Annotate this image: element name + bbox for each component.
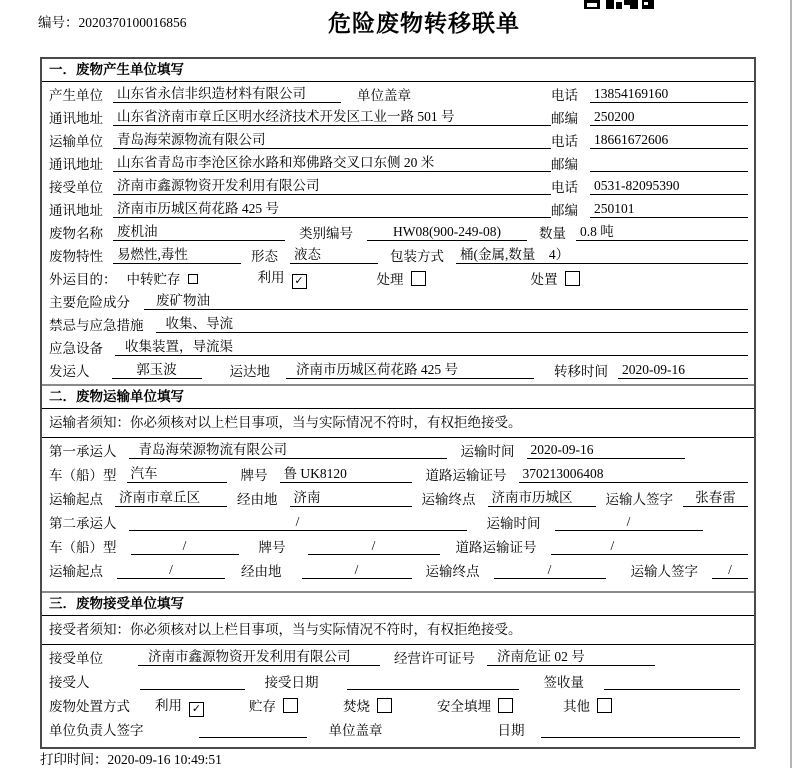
terminus-value: 济南市历城区 [488,489,596,507]
phone-label: 电话 [551,87,578,103]
waste-name-value: 废机油 [113,223,285,241]
checkbox-checked-icon: ✓ [189,702,204,717]
address-label: 通讯地址 [49,156,103,172]
print-time-value: 2020-09-16 10:49:51 [107,752,222,767]
transport-time-label: 运输时间 [460,444,515,459]
option-label: 其他 [563,699,590,714]
postcode-value [590,154,748,172]
postcode-label: 邮编 [551,202,578,218]
business-permit-label: 经营许可证号 [394,651,475,666]
serial-number-line [38,11,187,31]
form-state-value: 液态 [290,246,378,264]
purpose-label: 外运目的： [49,271,117,287]
purpose-option-utilize [258,266,307,289]
checkbox-icon [377,698,392,713]
row-emergency-measures [42,312,754,335]
section-producer-title: 一．废物产生单位填写 [42,59,754,82]
plate-number-value: 鲁 UK8120 [280,465,412,483]
page-right-edge [790,0,792,768]
acceptor-label: 接受人 [49,675,90,690]
section-transporter-title: 二．废物运输单位填写 [42,386,754,409]
category-code-value: HW08(900-249-08) [367,223,527,241]
via-label: 经由地 [237,492,278,507]
receiver-notice: 接受者须知：你必须核对以上栏目事项，当与实际情况不符时，有权拒绝接受。 [42,616,754,645]
transport-time-value: 2020-09-16 [527,441,685,459]
emergency-equipment-value: 收集装置，导流渠 [115,338,748,356]
terminus-label: 运输终点 [421,492,476,507]
row-route-1 [42,486,754,510]
manager-signature-value [199,720,307,738]
first-carrier-value: 青岛海荣源物流有限公司 [129,441,447,459]
serial-value: 2020370100016856 [78,15,187,30]
vehicle-type-label: 车（船）型 [49,540,117,555]
emergency-measures-label: 禁忌与应急措施 [49,317,144,333]
transporter-notice: 运输者须知：你必须核对以上栏目事项，当与实际情况不符时，有权拒绝接受。 [42,409,754,438]
destination-label: 运达地 [229,363,270,379]
date-label: 日期 [497,723,525,738]
transporter-value: 青岛海荣源物流有限公司 [113,131,551,149]
phone-value: 18661672606 [590,131,748,149]
postcode-value: 250200 [590,108,748,126]
checkbox-icon [498,698,513,713]
via-value: / [302,561,412,579]
consignor-label: 发运人 [49,363,90,379]
qr-code-icon [584,0,654,9]
disposal-option-landfill [437,695,513,715]
plate-number-value: / [308,537,440,555]
disposal-method-label: 废物处置方式 [49,699,130,714]
second-carrier-label: 第二承运人 [49,516,117,531]
row-manager-signature [42,717,754,741]
checkbox-icon [411,271,426,286]
row-vehicle-type-2 [42,534,754,558]
checkbox-icon [283,698,298,713]
accept-date-value [347,672,519,690]
road-permit-label: 道路运输证号 [455,540,537,555]
unit-seal-label: 单位盖章 [328,723,383,738]
checkbox-icon [188,274,198,284]
manager-signature-label: 单位负责人签字 [49,723,144,738]
section-receiver-title: 三．废物接受单位填写 [42,593,754,616]
row-waste-characteristics [42,243,754,266]
option-label: 贮存 [249,699,276,714]
destination-value: 济南市历城区荷花路 425 号 [286,361,534,379]
section-receiver [42,591,754,747]
disposal-option-other [563,695,612,715]
purpose-option-transfer-storage [127,268,198,288]
consignor-value: 郭玉波 [112,361,202,379]
row-receiver-address [42,197,754,220]
option-label: 处理 [376,271,404,287]
row-consignor [42,358,754,381]
option-label: 安全填埋 [437,699,491,714]
serial-label: 编号： [38,15,79,30]
row-transfer-purpose [42,266,754,289]
origin-value: / [117,561,225,579]
producer-label: 产生单位 [49,87,103,103]
address-label: 通讯地址 [49,110,103,126]
waste-name-label: 废物名称 [49,225,103,241]
business-permit-value: 济南危证 02 号 [487,648,655,666]
row-producer-unit [42,82,754,105]
road-permit-label: 道路运输证号 [425,468,507,483]
postcode-label: 邮编 [551,110,578,126]
row-hazard-components [42,289,754,312]
road-permit-value: / [551,537,749,555]
emergency-equipment-label: 应急设备 [49,340,103,356]
characteristics-label: 废物特性 [49,248,103,264]
carrier-signature-value: 张春雷 [683,489,748,507]
option-label: 处置 [530,271,558,287]
row-first-carrier [42,438,754,462]
transfer-time-value: 2020-09-16 [618,361,748,379]
emergency-measures-value: 收集、导流 [156,315,749,333]
purpose-option-dispose [531,268,580,288]
quantity-label: 数量 [539,225,566,241]
row-receiving-unit [42,645,754,669]
purpose-option-treat [377,268,426,288]
address-label: 通讯地址 [49,202,103,218]
row-second-carrier [42,510,754,534]
row-waste-name [42,220,754,243]
row-emergency-equipment [42,335,754,358]
option-label: 利用 [155,697,182,713]
received-quantity-label: 签收量 [543,675,584,690]
print-time-line [40,748,222,768]
received-quantity-value [604,672,740,690]
row-acceptor [42,669,754,693]
phone-value: 13854169160 [590,85,748,103]
row-producer-address [42,105,754,128]
first-carrier-label: 第一承运人 [49,444,117,459]
second-carrier-value: / [129,513,467,531]
origin-label: 运输起点 [49,492,103,507]
disposal-option-utilize [155,694,204,717]
postcode-label: 邮编 [551,156,578,172]
accept-date-label: 接受日期 [264,675,319,690]
receiving-unit-value: 济南市鑫源物资开发利用有限公司 [138,648,380,666]
phone-label: 电话 [551,133,578,149]
document-title: 危险废物转移联单 [328,10,520,36]
option-label: 中转贮存 [126,271,181,287]
origin-value: 济南市章丘区 [115,489,227,507]
producer-value: 山东省永信非织造材料有限公司 [113,85,341,103]
disposal-option-storage [249,695,298,715]
print-time-label: 打印时间： [40,752,108,767]
quantity-value: 0.8 吨 [576,223,748,241]
via-value: 济南 [290,489,412,507]
terminus-value: / [494,561,606,579]
row-transport-unit [42,128,754,151]
row-route-2 [42,558,754,582]
receiver-value: 济南市鑫源物资开发利用有限公司 [113,177,551,195]
transport-time-value: / [555,513,703,531]
address-value: 山东省济南市章丘区明水经济技术开发区工业一路 501 号 [113,108,551,126]
row-vehicle-type-1 [42,462,754,486]
phone-value: 0531-82095390 [590,177,748,195]
section-transporter [42,384,754,591]
acceptor-value [140,672,245,690]
unit-seal-label: 单位盖章 [357,87,411,103]
receiver-label: 接受单位 [49,179,103,195]
transport-time-label: 运输时间 [486,516,541,531]
hazard-components-value: 废矿物油 [144,292,748,310]
terminus-label: 运输终点 [425,564,480,579]
address-value: 山东省青岛市李沧区徐水路和郑佛路交叉口东侧 20 米 [113,154,551,172]
postcode-value: 250101 [590,200,748,218]
carrier-signature-value: / [712,561,748,579]
row-transporter-address [42,151,754,174]
plate-number-label: 牌号 [240,468,268,483]
carrier-signature-label: 运输人签字 [630,564,698,579]
row-disposal-method [42,693,754,717]
vehicle-type-value: 汽车 [127,465,227,483]
plate-number-label: 牌号 [258,540,286,555]
section-producer [42,59,754,384]
road-permit-value: 370213006408 [519,465,749,483]
category-code-label: 类别编号 [299,225,353,241]
transporter-label: 运输单位 [49,133,103,149]
receiving-unit-label: 接受单位 [49,651,103,666]
via-label: 经由地 [241,564,282,579]
address-value: 济南市历城区荷花路 425 号 [113,200,551,218]
row-receiver-unit [42,174,754,197]
option-label: 利用 [257,270,285,285]
checkbox-icon [565,271,580,286]
vehicle-type-label: 车（船）型 [49,468,117,483]
transfer-form-table [40,57,756,749]
option-label: 焚烧 [343,699,370,714]
date-value [541,720,741,738]
vehicle-type-value: / [131,537,239,555]
hazard-components-label: 主要危险成分 [49,294,130,310]
characteristics-value: 易燃性,毒性 [113,246,241,264]
packaging-value: 桶(金属,数量 4） [456,246,748,264]
disposal-option-incinerate [343,695,392,715]
checkbox-checked-icon: ✓ [292,274,307,289]
phone-label: 电话 [551,179,578,195]
packaging-label: 包装方式 [390,248,444,264]
form-state-label: 形态 [251,248,278,264]
carrier-signature-label: 运输人签字 [605,492,673,507]
transfer-time-label: 转移时间 [554,363,608,379]
checkbox-icon [597,698,612,713]
origin-label: 运输起点 [49,564,103,579]
